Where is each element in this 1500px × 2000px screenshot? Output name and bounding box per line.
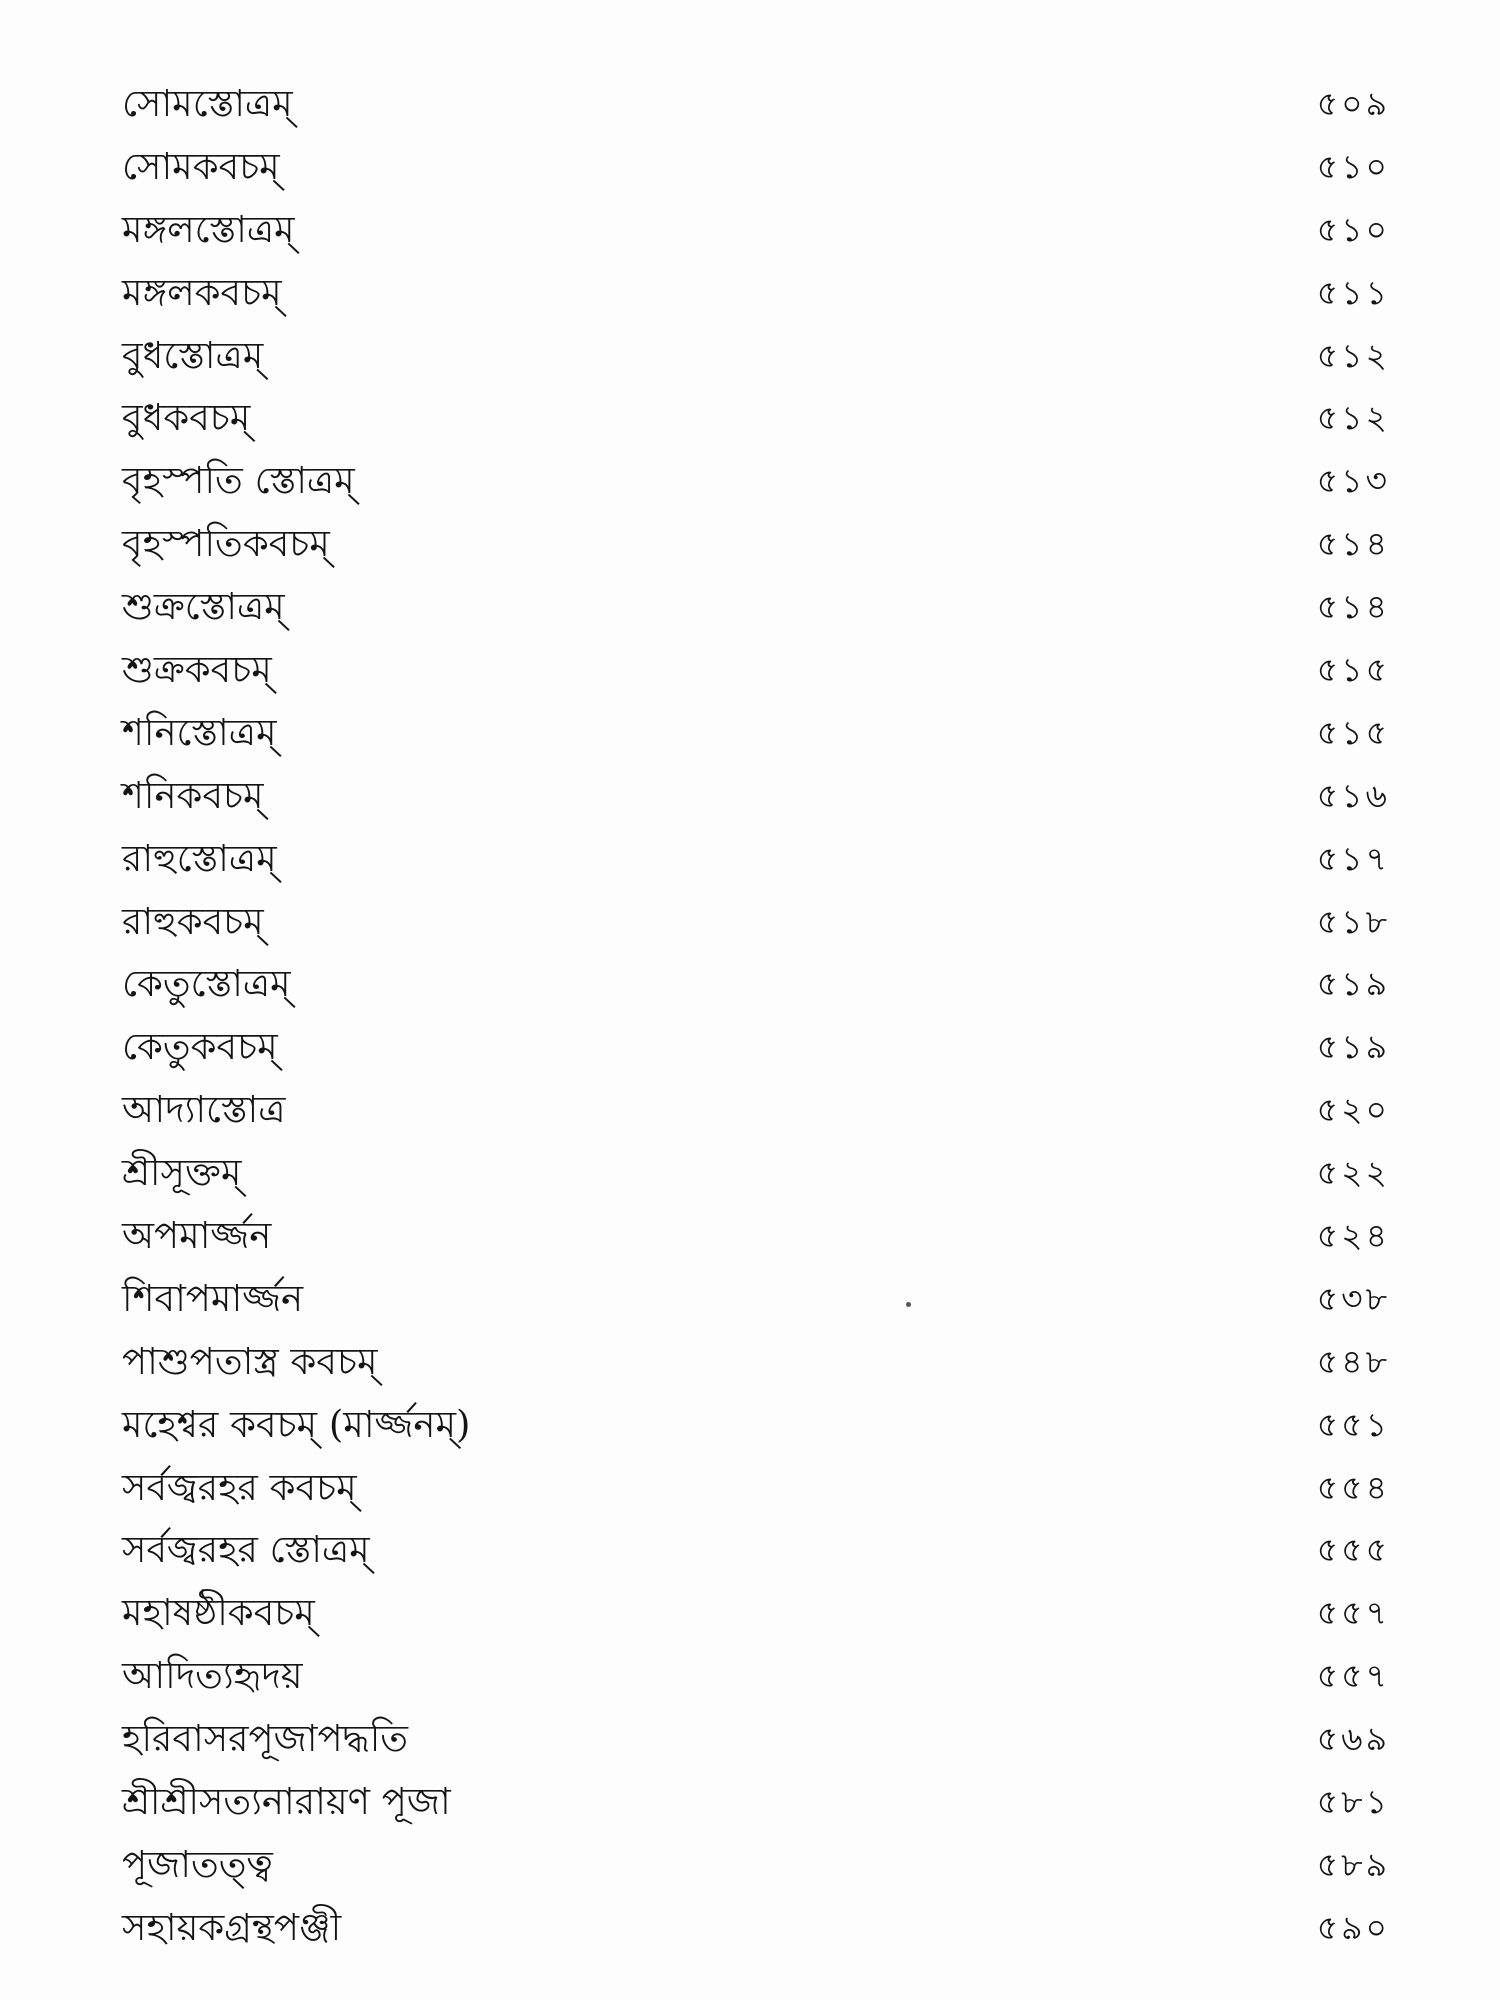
toc-entry-title: সোমকবচম্ <box>122 144 280 188</box>
toc-entry-title: বৃহস্পতিকবচম্ <box>122 522 330 566</box>
toc-entry-title: মঙ্গলকবচম্ <box>122 270 282 314</box>
toc-entry-title: হরিবাসরপূজাপদ্ধতি <box>122 1717 409 1761</box>
toc-entry-page-number: ৫১০ <box>1316 146 1390 186</box>
toc-entry <box>122 827 1390 890</box>
toc-entry-page-number: ৫১২ <box>1316 335 1390 375</box>
toc-entry <box>122 1330 1390 1393</box>
toc-entry <box>122 72 1390 135</box>
toc-entry <box>122 575 1390 638</box>
toc-entry <box>122 324 1390 387</box>
toc-entry-title: সোমস্তোত্রম্ <box>122 81 293 125</box>
toc-entry-title: মঙ্গলস্তোত্রম্ <box>122 207 295 251</box>
toc-entry <box>122 1518 1390 1581</box>
toc-entry <box>122 1204 1390 1267</box>
toc-entry-page-number: ৫০৯ <box>1316 83 1390 123</box>
toc-entry-title: শনিকবচম্ <box>122 773 264 817</box>
table-of-contents <box>122 72 1390 1959</box>
toc-entry <box>122 952 1390 1015</box>
toc-entry-title: বৃহস্পতি স্তোত্রম্ <box>122 459 355 503</box>
toc-entry-page-number: ৫৫৭ <box>1316 1656 1390 1696</box>
toc-entry <box>122 1456 1390 1519</box>
toc-entry-page-number: ৫১৫ <box>1316 649 1390 689</box>
toc-entry-title: সর্বজ্বরহর কবচম্ <box>122 1465 357 1509</box>
toc-entry <box>122 764 1390 827</box>
toc-entry-title: শুক্রকবচম্ <box>122 647 272 691</box>
toc-entry <box>122 638 1390 701</box>
toc-entry-title: শনিস্তোত্রম্ <box>122 710 277 754</box>
toc-entry-page-number: ৫৮১ <box>1316 1781 1390 1821</box>
toc-entry <box>122 1833 1390 1896</box>
toc-entry-title: আদিত্যহৃদয় <box>122 1654 303 1698</box>
toc-entry-page-number: ৫১২ <box>1316 398 1390 438</box>
toc-entry <box>122 1896 1390 1959</box>
toc-entry <box>122 1581 1390 1644</box>
toc-entry-title: পাশুপতাস্ত্র কবচম্ <box>122 1339 378 1383</box>
toc-entry <box>122 1644 1390 1707</box>
toc-entry-page-number: ৫১৯ <box>1316 964 1390 1004</box>
toc-entry-page-number: ৫৬৯ <box>1316 1719 1390 1759</box>
toc-entry-page-number: ৫৩৮ <box>1316 1278 1390 1318</box>
toc-entry <box>122 449 1390 512</box>
toc-entry-title: মহেশ্বর কবচম্ (মার্জ্জনম্) <box>122 1402 471 1446</box>
toc-entry-title: শুক্রস্তোত্রম্ <box>122 585 285 629</box>
toc-entry-title: আদ্যাস্তোত্র <box>122 1088 286 1132</box>
toc-entry-page-number: ৫৮৯ <box>1316 1844 1390 1884</box>
toc-entry-page-number: ৫৫১ <box>1316 1404 1390 1444</box>
toc-entry <box>122 198 1390 261</box>
toc-entry <box>122 1015 1390 1078</box>
toc-entry-page-number: ৫১৯ <box>1316 1027 1390 1067</box>
toc-entry-page-number: ৫১০ <box>1316 209 1390 249</box>
toc-entry <box>122 386 1390 449</box>
toc-entry <box>122 512 1390 575</box>
toc-entry-title: শ্রীশ্রীসত্যনারায়ণ পূজা <box>122 1779 451 1823</box>
toc-entry-title: রাহুস্তোত্রম্ <box>122 836 277 880</box>
toc-entry-title: শ্রীসূক্তম্ <box>122 1151 242 1195</box>
toc-entry-title: সর্বজ্বরহর স্তোত্রম্ <box>122 1528 370 1572</box>
toc-entry-title: কেতুকবচম্ <box>122 1025 278 1069</box>
toc-entry-page-number: ৫৯০ <box>1316 1907 1390 1947</box>
toc-entry-page-number: ৫২২ <box>1316 1153 1390 1193</box>
toc-entry-page-number: ৫৫৪ <box>1316 1467 1390 1507</box>
toc-entry-page-number: ৫১৪ <box>1316 524 1390 564</box>
toc-entry-title: শিবাপমার্জ্জন <box>122 1276 304 1320</box>
toc-entry <box>122 261 1390 324</box>
toc-entry <box>122 1267 1390 1330</box>
toc-entry-page-number: ৫৫৫ <box>1316 1530 1390 1570</box>
toc-entry-page-number: ৫১৭ <box>1316 838 1390 878</box>
toc-entry-page-number: ৫১৩ <box>1316 461 1390 501</box>
toc-entry <box>122 890 1390 953</box>
toc-entry <box>122 1707 1390 1770</box>
toc-entry <box>122 1078 1390 1141</box>
toc-entry <box>122 135 1390 198</box>
toc-entry-title: পূজাতত্ত্ব <box>122 1842 273 1886</box>
toc-entry <box>122 701 1390 764</box>
toc-entry-page-number: ৫৪৮ <box>1316 1341 1390 1381</box>
toc-entry-page-number: ৫১৮ <box>1316 901 1390 941</box>
toc-entry <box>122 1141 1390 1204</box>
toc-entry-title: অপমার্জ্জন <box>122 1213 272 1257</box>
toc-entry <box>122 1393 1390 1456</box>
print-speck <box>906 1302 911 1307</box>
toc-entry-title: বুধস্তোত্রম্ <box>122 333 264 377</box>
toc-entry-title: কেতুস্তোত্রম্ <box>122 962 291 1006</box>
toc-entry-page-number: ৫১৪ <box>1316 587 1390 627</box>
toc-entry <box>122 1770 1390 1833</box>
toc-entry-title: সহায়কগ্রন্থপঞ্জী <box>122 1905 342 1949</box>
toc-entry-page-number: ৫১৬ <box>1316 775 1390 815</box>
toc-entry-page-number: ৫২৪ <box>1316 1215 1390 1255</box>
toc-entry-title: মহাষষ্ঠীকবচম্ <box>122 1591 315 1635</box>
toc-entry-title: রাহুকবচম্ <box>122 899 264 943</box>
toc-entry-page-number: ৫২০ <box>1316 1090 1390 1130</box>
toc-entry-page-number: ৫১৫ <box>1316 712 1390 752</box>
toc-entry-page-number: ৫১১ <box>1316 272 1390 312</box>
toc-entry-title: বুধকবচম্ <box>122 396 251 440</box>
toc-entry-page-number: ৫৫৭ <box>1316 1593 1390 1633</box>
